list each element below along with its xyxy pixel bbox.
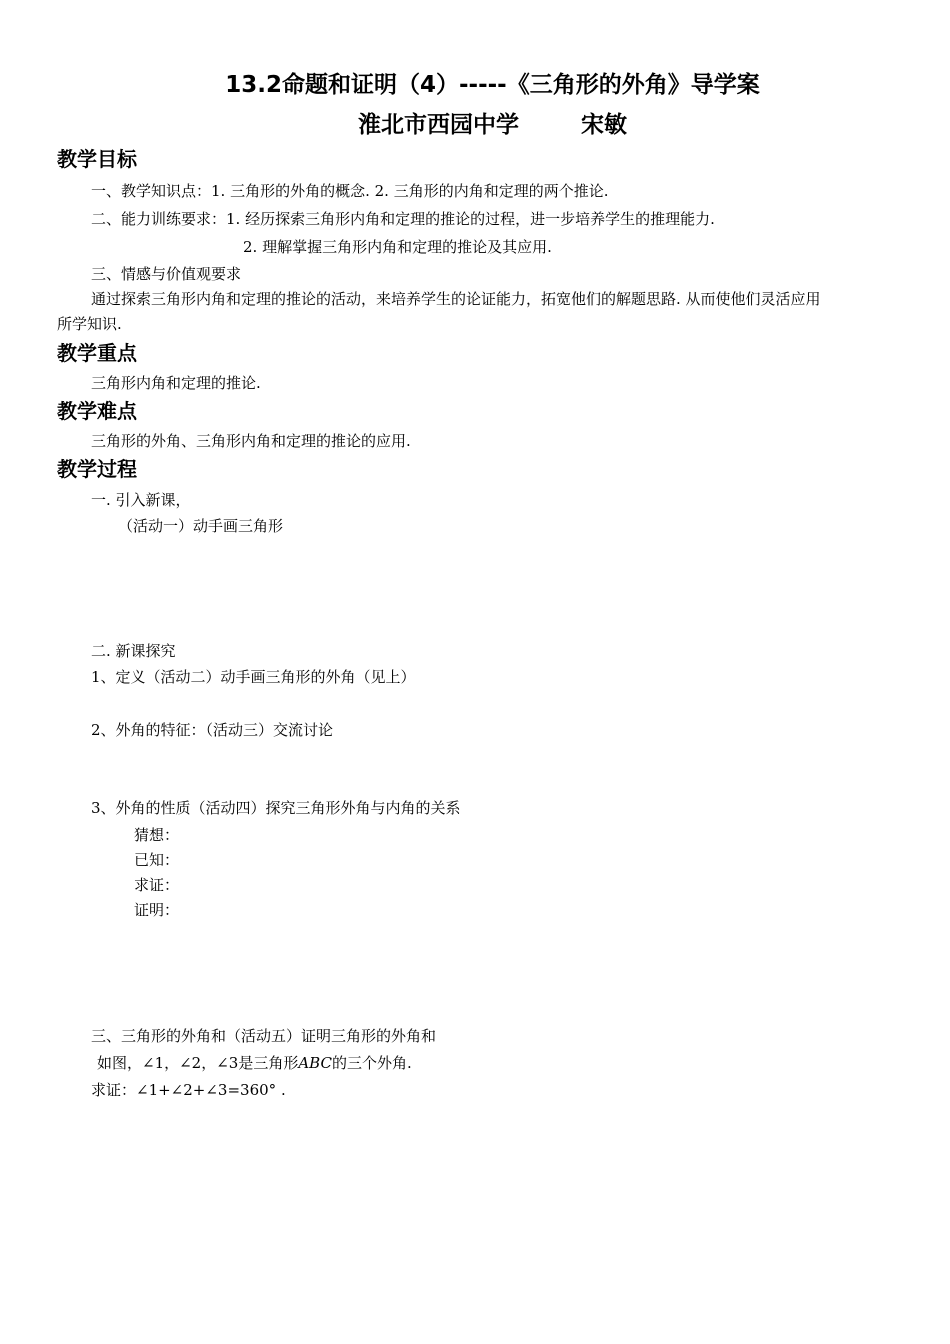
process-item2: 2、外角的特征：（活动三）交流讨论 (91, 721, 334, 739)
doc-title: 13.2命题和证明（4）-----《三角形的外角》导学案 (225, 72, 760, 98)
exterior-sum-given-b: 的三个外角. (331, 1054, 412, 1072)
school-author-line (0, 110, 950, 140)
objective-ability-2: 2. 理解掌握三角形内角和定理的推论及其应用. (243, 238, 552, 256)
objective-emotion-title: 三、情感与价值观要求 (91, 265, 242, 283)
process-guess: 猜想： (134, 826, 180, 844)
process-proof: 证明： (134, 901, 180, 919)
key-point-heading: 教学重点 (57, 341, 137, 365)
author-name: 宋敏 (581, 112, 627, 138)
objectives-heading: 教学目标 (57, 147, 137, 171)
key-point-text: 三角形内角和定理的推论. (91, 374, 261, 392)
triangle-abc-label: ABC (298, 1054, 332, 1072)
difficulty-heading: 教学难点 (57, 399, 137, 423)
objective-emotion-line2: 所学知识. (57, 315, 122, 333)
difficulty-text: 三角形的外角、三角形内角和定理的推论的应用. (91, 432, 411, 450)
school-name: 淮北市西园中学 (358, 112, 519, 138)
process-explore: 二. 新课探究 (91, 642, 176, 660)
exterior-sum-given (97, 1053, 412, 1073)
exterior-sum-prove: 求证：∠1+∠2+∠3=360° . (91, 1081, 286, 1099)
process-activity1: （活动一）动手画三角形 (118, 517, 284, 535)
process-heading: 教学过程 (57, 457, 137, 481)
objective-knowledge: 一、教学知识点：1. 三角形的外角的概念. 2. 三角形的内角和定理的两个推论. (91, 182, 609, 200)
process-item3: 3、外角的性质（活动四）探究三角形外角与内角的关系 (91, 799, 461, 817)
objective-ability-1: 二、能力训练要求：1. 经历探索三角形内角和定理的推论的过程，进一步培养学生的推理能力. (91, 210, 715, 228)
process-prove: 求证： (134, 876, 180, 894)
process-known: 已知： (134, 851, 180, 869)
exterior-sum-given-a: 如图，∠1，∠2，∠3是三角形 (97, 1054, 299, 1072)
process-intro: 一. 引入新课， (91, 491, 191, 509)
objective-emotion-line1: 通过探索三角形内角和定理的推论的活动，来培养学生的论证能力，拓宽他们的解题思路. 从而使他们灵活应用 (91, 290, 821, 308)
exterior-sum-title: 三、三角形的外角和（活动五）证明三角形的外角和 (91, 1027, 437, 1045)
process-item1: 1、定义（活动二）动手画三角形的外角（见上） (91, 668, 416, 686)
